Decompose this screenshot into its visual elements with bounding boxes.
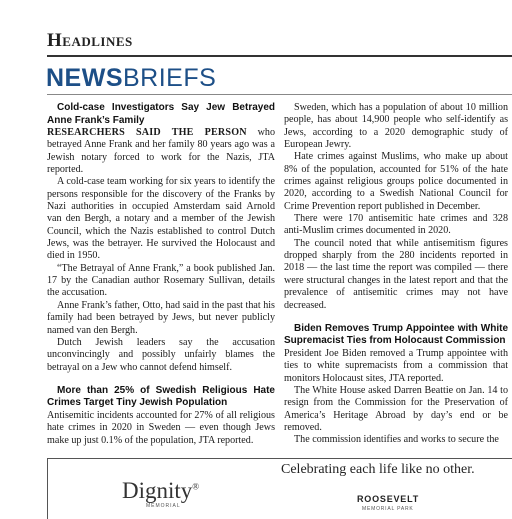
section-title: Headlines [47,30,133,51]
ad-logo-sub: MEMORIAL [146,503,181,509]
article-paragraph: Antisemitic incidents accounted for 27% of all religious hate crimes in 2020 in Sweden — even though Jews make up just 0.1% of the population, JTA reported. [47,409,275,446]
article-headline: Cold-case Investigators Say Jew Betrayed Anne Frank’s Family [47,102,275,126]
article-paragraph: Hate crimes against Muslims, who make up about 8% of the population, accounted for 51% of the hate crimes against religious groups police documented in 2020, according to a Swedish National Council for Crime Prevention report published in December. [284,151,508,212]
column-right [284,102,508,447]
ad-logo [122,478,199,504]
ad-subname: MEMORIAL PARK [362,506,414,512]
ad-tagline: Celebrating each life like no other. [281,462,475,477]
article-paragraph: There were 170 antisemitic hate crimes and 328 anti-Muslim crimes documented in 2020. [284,213,508,237]
newsbriefs-rule [47,94,512,95]
article-paragraph: The commission identifies and works to secure the [294,434,499,446]
article-paragraph: A cold-case team working for six years to identify the persons responsible for the discovery of the Franks by Nazi authorities in occupied Amsterdam said Arnold van den Bergh, a notary and a member of the Jewish Council, which the Nazis established to control Dutch Jews, was the betrayer. He survived the Holocaust and died in 1950. [47,176,275,262]
ad-logo-text: Dignity [122,478,193,503]
column-left [47,102,275,447]
article-paragraph: Dutch Jewish leaders say the accusation unconvincingly and possibly unfairly blames the betrayal on a Jew who cannot defend himself. [47,336,275,373]
article-lead: RESEARCHERS SAID THE PERSON [47,127,247,138]
article-paragraph: The White House asked Darren Beattie on Jan. 14 to resign from the Commission for the Preservation of America’s Heritage Abroad by day’s end or be removed. [284,384,508,433]
ad-name: ROOSEVELT [357,494,420,504]
ad-logo-mark: ® [192,481,200,492]
article-paragraph: Sweden, which has a population of about 10 million people, has about 14,900 people who self-identify as Jews, according to a 2020 demographic study of European Jewry. [284,102,508,151]
article-paragraph: President Joe Biden removed a Trump appointee with ties to white supremacists from a commission that monitors Holocaust sites, JTA reported. [284,347,508,384]
article-headline: More than 25% of Swedish Religious Hate Crimes Target Tiny Jewish Population [47,384,275,409]
header-rule [47,55,512,57]
newsbriefs-title [46,64,216,92]
article-headline: Biden Removes Trump Appointee with White Supremacist Ties from Holocaust Commission [284,322,508,347]
newsbriefs-title-light: BRIEFS [123,64,217,92]
article-paragraph [47,127,275,176]
article-paragraph: The council noted that while antisemitism figures dropped sharply from the 280 incidents reported in 2018 — the last time the report was compiled — there were structural changes in the latest report and that the prevalence of antisemitic crimes may not have decreased. [284,237,508,311]
article-paragraph: Anne Frank’s father, Otto, had said in the past that his family had been betrayed by Jews, but never publicly named van den Bergh. [47,299,275,336]
article-paragraph: “The Betrayal of Anne Frank,” a book published Jan. 17 by the Canadian author Rosemary Sullivan, details the accusation. [47,262,275,299]
article-lead-text: who betrayed Anne Frank and her family 80 years ago was a Jewish notary forced to work for the Nazis, JTA reported. [47,127,275,176]
newsbriefs-title-bold: NEWS [46,64,123,92]
